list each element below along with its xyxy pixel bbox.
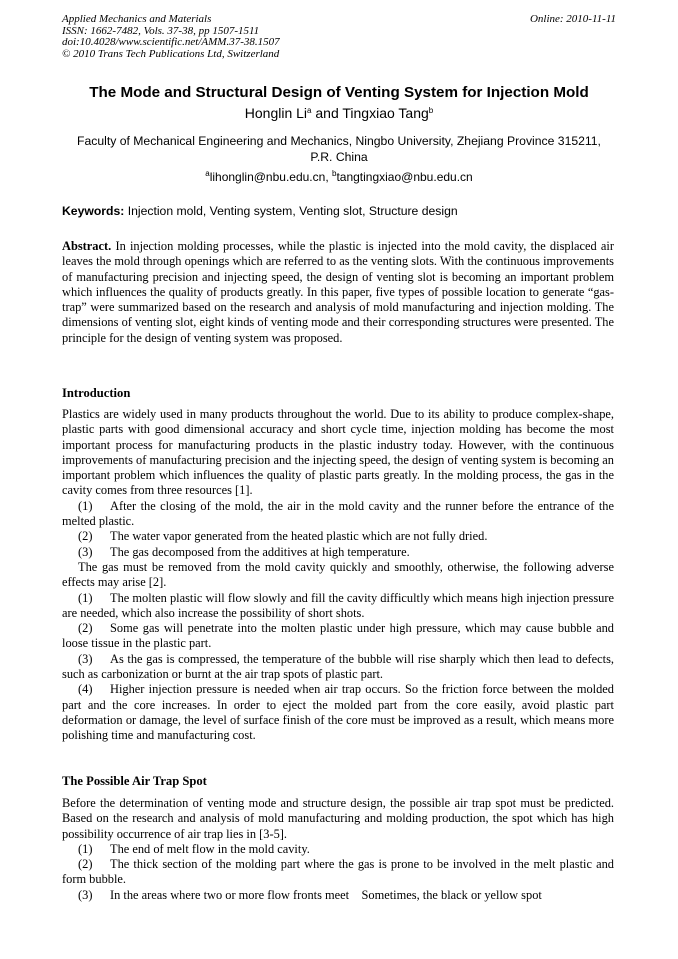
author-line [40,105,638,121]
intro-paragraph-1: Plastics are widely used in many products throughout the world. Due to its ability to produce complex-shape, plastic parts with good dimensional accuracy and short cycle time, injection molding has become the most important process for manufacturing products in the plastic industry today. However, with the continuous improvements of manufacturing precision and the injecting speed, the design of venting system is becoming an important problem which influences the quality of plastic parts greatly. In the molding process, the gas in the cavity comes from three resources [1]. [62,407,614,498]
author-2-sup: b [428,106,434,115]
list-item: (2) The water vapor generated from the heated plastic which are not fully dried. [78,529,488,544]
list-item: (1) The molten plastic will flow slowly and fill the cavity difficultly which means high injection pressure are needed, which also increase the possibility of short shots. [62,590,614,620]
doi-line: doi:10.4028/www.scientific.net/AMM.37-38.1507 [62,36,280,48]
list-item: (2) Some gas will penetrate into the molten plastic under high pressure, which may cause bubble and loose tissue in the plastic part. [62,621,614,651]
author-conjunction: and [311,105,343,121]
list-item: (1) The end of melt flow in the mold cavity. [78,841,310,856]
affiliation [62,133,616,165]
abstract-label: Abstract. [62,239,112,253]
journal-name: Applied Mechanics and Materials [62,13,212,25]
email-line [62,170,616,184]
intro-paragraph-2: The gas must be removed from the mold cavity quickly and smoothly, otherwise, the following adverse effects may arise [2]. [62,559,614,590]
email-2-sup: b [331,169,337,178]
keywords [62,204,616,218]
keywords-label: Keywords: [62,204,125,218]
email-2: tangtingxiao@nbu.edu.cn [336,170,473,184]
air-trap-paragraph-1: Before the determination of venting mode and structure design, the possible air trap spot must be predicted. Based on the research and analysis of mold manufacturing and molding production, the spot which has high possibility occurrence of air trap lies in [3-5]. [62,796,614,841]
author-1: Honglin Li [244,105,308,121]
journal-header [62,14,616,60]
author-1-sup: a [307,106,312,115]
author-2: Tingxiao Tang [342,105,429,121]
list-item: (3) In the areas where two or more flow fronts meet Sometimes, the black or yellow spot [78,887,542,902]
list-item: (1) After the closing of the mold, the air in the mold cavity and the runner before the entrance of the melted plastic. [62,498,614,529]
list-item: (3) The gas decomposed from the additives at high temperature. [78,544,410,559]
online-date: Online: 2010-11-11 [529,13,616,25]
abstract-text: In injection molding processes, while the plastic is injected into the mold cavity, the displaced air leaves the mold through openings which are referred to as the venting slots. With the continuous improvements of manufacturing precision and injecting speed, the design of venting slot is becoming an important problem which influences the quality of products greatly. In this paper, five types of possible location to generate “gas-trap” were summarized based on the research and analysis of mold manufacturing and injection molding. The dimensions of venting slot, eight kinds of venting mode and their corresponding structures were presented. The principle for the design of venting system was proposed. [62,239,614,345]
paper-title: The Mode and Structural Design of Venting System for Injection Mold [89,84,589,101]
affiliation-line-1: Faculty of Mechanical Engineering and Mechanics, Ningbo University, Zhejiang Province 315211, [77,134,601,148]
email-1: lihonglin@nbu.edu.cn [209,170,326,184]
list-item: (2) The thick section of the molding part where the gas is prone to be involved in the melt plastic and form bubble. [62,857,614,887]
list-item: (3) As the gas is compressed, the temperature of the bubble will rise sharply which then lead to defects, such as carbonization or burnt at the air trap spots of plastic part. [62,651,614,682]
keywords-text: Injection mold, Venting system, Venting slot, Structure design [127,204,458,218]
air-trap-heading: The Possible Air Trap Spot [62,774,207,788]
email-1-sup: a [205,169,210,178]
copyright-line: © 2010 Trans Tech Publications Ltd, Switzerland [62,47,280,60]
list-item: (4) Higher injection pressure is needed when air trap occurs. So the friction force between the molded part and the core increases. In order to eject the molded part from the core easily, avoid plastic part deformation or damage, the level of surface finish of the core must be improved as a result, which means more polishing time and manufacturing cost. [62,682,614,743]
affiliation-line-2: P.R. China [310,150,368,164]
abstract [62,239,614,346]
introduction-heading: Introduction [62,386,131,400]
email-separator: , [325,170,332,184]
introduction-body [62,407,614,744]
air-trap-body [62,796,614,903]
issn-line: ISSN: 1662-7482, Vols. 37-38, pp 1507-1511 [62,24,260,37]
